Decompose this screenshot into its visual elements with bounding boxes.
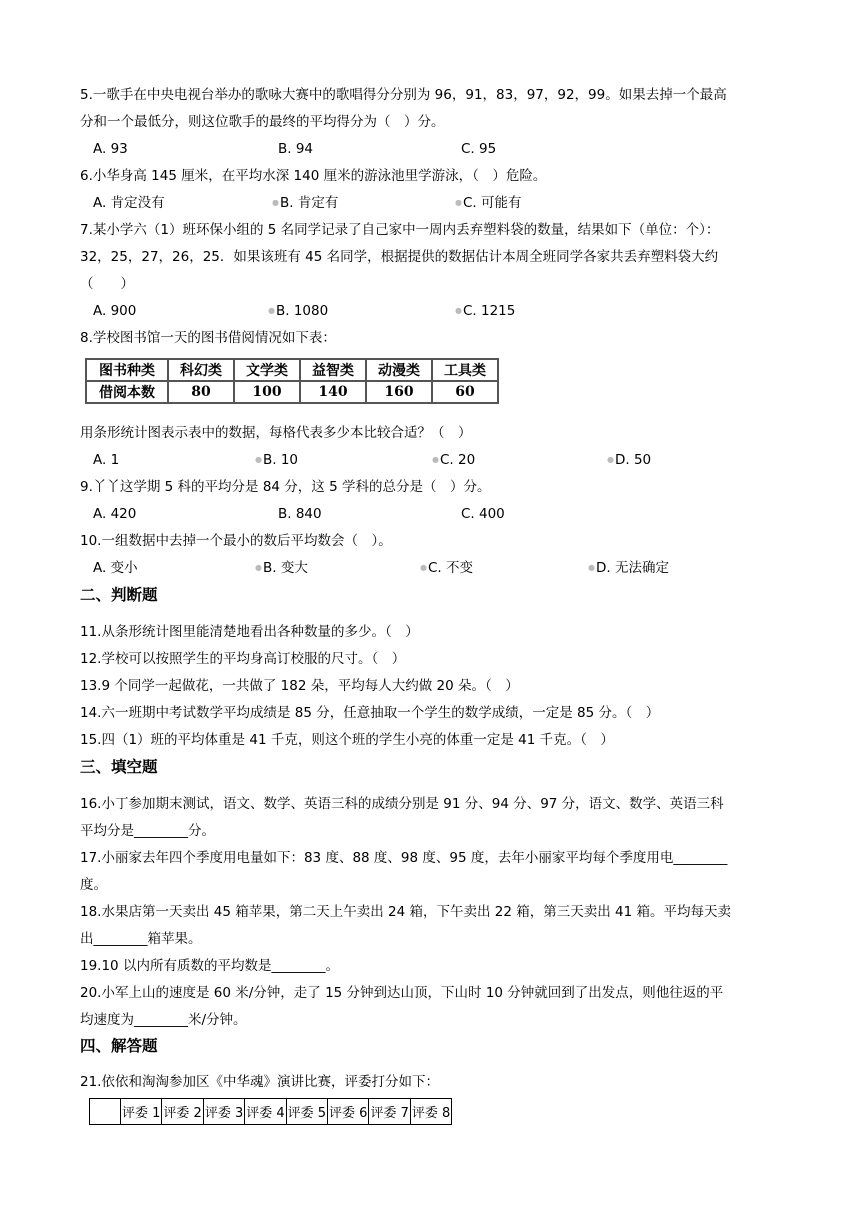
table-cell: 评委 3 [203,1099,244,1125]
bullet-dot-icon: ● [272,198,279,207]
q8-option-d: D. 50 [614,452,652,468]
q20-line2: 均速度为________米/分钟。 [80,1012,247,1028]
q7-option-c: C. 1215 [462,303,516,319]
q8-option-b: B. 10 [262,452,299,468]
q16-line2: 平均分是________分。 [80,823,215,839]
table-cell: 益智类 [300,359,366,381]
q6-option-b: B. 肯定有 [279,195,339,211]
q5-line1: 5.一歌手在中央电视台举办的歌咏大赛中的歌唱得分分别为 96，91，83，97，92，99。如果去掉一个最高 [80,87,727,103]
table-cell: 科幻类 [168,359,234,381]
q7-line3: （ ） [80,276,134,292]
table-row [86,359,498,381]
q8-option-a[interactable]: A. 1 [93,452,120,468]
q9-line1: 9.丫丫这学期 5 科的平均分是 84 分，这 5 学科的总分是（ ）分。 [80,479,491,495]
table-cell: 图书种类 [86,359,168,381]
q5-option-a[interactable]: A. 93 [93,141,128,157]
q7-option-a[interactable]: A. 900 [93,303,137,319]
judge-item-11: 11.从条形统计图里能清楚地看出各种数量的多少。（ ） [80,624,419,640]
table-cell: 动漫类 [366,359,432,381]
judges-score-table [89,1098,452,1125]
library-borrow-table [85,358,499,404]
q10-option-b-wrap[interactable] [255,559,308,577]
q10-option-c-wrap[interactable] [420,559,473,577]
q8-option-c-wrap[interactable] [432,451,475,469]
q10-option-d-wrap[interactable] [588,559,669,577]
bullet-dot-icon: ● [588,563,595,572]
q8-option-d-wrap[interactable] [607,451,651,469]
section-heading-fill: 三、填空题 [80,758,158,776]
q9-option-a[interactable]: A. 420 [93,506,137,522]
q10-line1: 10.一组数据中去掉一个最小的数后平均数会（ ）。 [80,533,392,549]
table-cell: 评委 1 [121,1099,162,1125]
section-heading-answer: 四、解答题 [80,1037,158,1055]
table-cell: 评委 4 [245,1099,286,1125]
table-cell: 借阅本数 [86,381,168,403]
q10-option-c: C. 不变 [427,560,473,576]
q6-line1: 6.小华身高 145 厘米，在平均水深 140 厘米的游泳池里学游泳，（ ）危险。 [80,168,547,184]
q8-option-c: C. 20 [439,452,476,468]
q5-option-c[interactable]: C. 95 [461,141,497,157]
table-cell [90,1099,121,1125]
q9-option-b[interactable]: B. 840 [278,506,322,522]
table-cell: 评委 2 [162,1099,203,1125]
judge-item-13: 13.9 个同学一起做花，一共做了 182 朵，平均每人大约做 20 朵。（ ） [80,678,519,694]
q18-line1: 18.水果店第一天卖出 45 箱苹果，第二天上午卖出 24 箱，下午卖出 22 箱，第三天卖出 41 箱。平均每天卖 [80,904,732,920]
q20-line1: 20.小军上山的速度是 60 米/分钟，走了 15 分钟到达山顶，下山时 10 分钟就回到了出发点，则他往返的平 [80,985,724,1001]
q6-option-c: C. 可能有 [462,195,522,211]
q8-line2: 用条形统计图表示表中的数据，每格代表多少本比较合适？（ ） [80,425,472,441]
q16-line1: 16.小丁参加期末测试，语文、数学、英语三科的成绩分别是 91 分、94 分、97 分，语文、数学、英语三科 [80,796,724,812]
table-cell: 160 [366,381,432,403]
q19-line1: 19.10 以内所有质数的平均数是________。 [80,958,339,974]
q7-option-c-wrap[interactable] [455,302,515,320]
table-row [86,381,498,403]
section-heading-judge: 二、判断题 [80,586,158,604]
table-cell: 评委 8 [410,1099,451,1125]
q10-option-a[interactable]: A. 变小 [93,560,138,576]
table-cell: 评委 5 [286,1099,327,1125]
q5-option-b[interactable]: B. 94 [278,141,314,157]
bullet-dot-icon: ● [420,563,427,572]
table-cell: 文学类 [234,359,300,381]
q6-option-b-wrap[interactable] [272,194,338,212]
q17-line2: 度。 [80,877,107,893]
judge-item-12: 12.学校可以按照学生的平均身高订校服的尺寸。（ ） [80,651,406,667]
table-row [90,1099,452,1125]
q9-option-c[interactable]: C. 400 [461,506,505,522]
table-cell: 100 [234,381,300,403]
q6-option-c-wrap[interactable] [455,194,522,212]
table-cell: 评委 7 [369,1099,410,1125]
table-cell: 80 [168,381,234,403]
table-cell: 评委 6 [328,1099,369,1125]
q7-line2: 32，25，27，26，25．如果该班有 45 名同学，根据提供的数据估计本周全班同学各家共丢弃塑料袋大约 [80,249,719,265]
q7-option-b: B. 1080 [275,303,329,319]
bullet-dot-icon: ● [268,306,275,315]
q5-line2: 分和一个最低分，则这位歌手的最终的平均得分为（ ）分。 [80,114,445,130]
judge-item-14: 14.六一班期中考试数学平均成绩是 85 分，任意抽取一个学生的数学成绩，一定是 85 分。（ ） [80,705,660,721]
q8-line1: 8.学校图书馆一天的图书借阅情况如下表： [80,330,336,346]
bullet-dot-icon: ● [255,563,262,572]
q7-line1: 7.某小学六（1）班环保小组的 5 名同学记录了自己家中一周内丢弃塑料袋的数量，结果如下（单位：个）： [80,222,720,238]
q10-option-d: D. 无法确定 [595,560,669,576]
bullet-dot-icon: ● [255,455,262,464]
bullet-dot-icon: ● [607,455,614,464]
q8-option-b-wrap[interactable] [255,451,298,469]
bullet-dot-icon: ● [432,455,439,464]
bullet-dot-icon: ● [455,306,462,315]
table-cell: 60 [432,381,498,403]
q7-option-b-wrap[interactable] [268,302,328,320]
q10-option-b: B. 变大 [262,560,308,576]
q18-line2: 出________箱苹果。 [80,931,202,947]
q21-line1: 21.依依和淘淘参加区《中华魂》演讲比赛，评委打分如下： [80,1074,439,1090]
table-cell: 140 [300,381,366,403]
q6-option-a[interactable]: A. 肯定没有 [93,195,165,211]
judge-item-15: 15.四（1）班的平均体重是 41 千克，则这个班的学生小亮的体重一定是 41 千克。（ ） [80,732,614,748]
table-cell: 工具类 [432,359,498,381]
bullet-dot-icon: ● [455,198,462,207]
q17-line1: 17.小丽家去年四个季度用电量如下：83 度、88 度、98 度、95 度，去年小丽家平均每个季度用电________ [80,850,728,866]
